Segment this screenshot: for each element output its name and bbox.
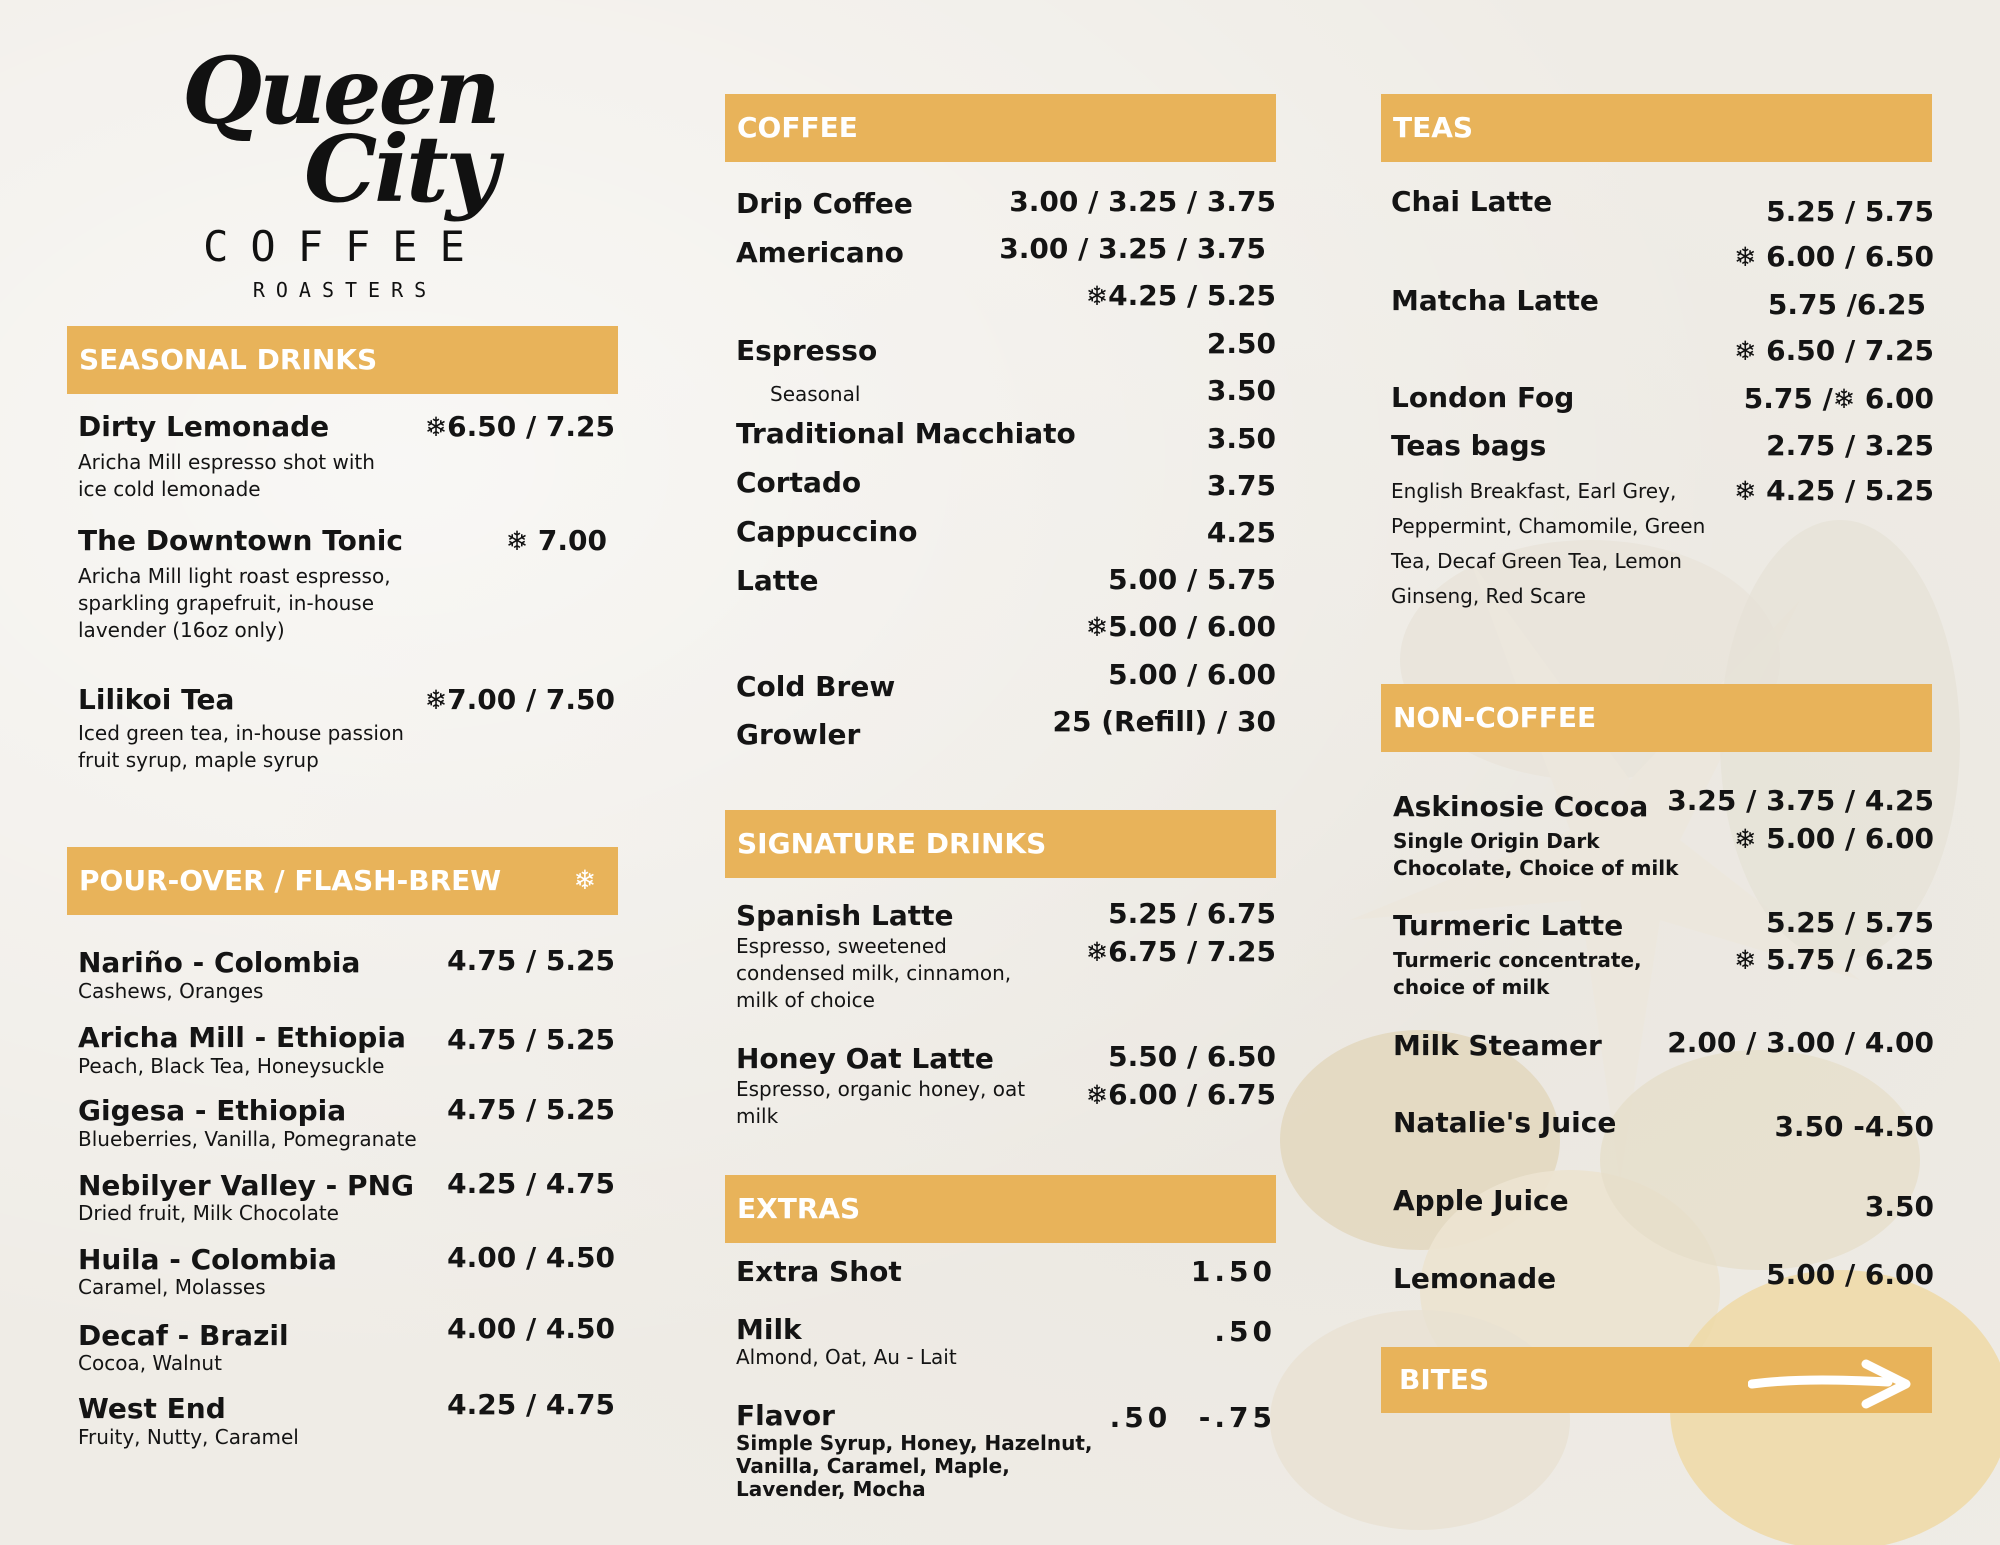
item-name: Natalie's Juice bbox=[1393, 1106, 1617, 1139]
price-value: 6.50 / 7.25 bbox=[447, 410, 615, 443]
item-price: 5.25 / 5.75 bbox=[1766, 195, 1934, 228]
snowflake-icon: ❄ bbox=[505, 526, 529, 557]
item-price: 5.75 /6.25 bbox=[1767, 288, 1926, 321]
section-title: COFFEE bbox=[737, 111, 858, 144]
price-value: 4.25 / 5.25 bbox=[1766, 474, 1934, 507]
item-price: 4.25 / 4.75 bbox=[447, 1388, 615, 1421]
item-price: 3.50 bbox=[1206, 422, 1276, 455]
item-name: Turmeric Latte bbox=[1393, 909, 1624, 942]
item-name: The Downtown Tonic bbox=[78, 524, 403, 557]
item-name: Matcha Latte bbox=[1391, 284, 1599, 317]
item-name: Cold Brew bbox=[736, 670, 896, 703]
item-notes: Dried fruit, Milk Chocolate bbox=[78, 1201, 339, 1225]
price-value: 5.75 / 6.25 bbox=[1766, 943, 1934, 976]
item-name: Cappuccino bbox=[736, 515, 918, 548]
item-description: Simple Syrup, Honey, Hazelnut, Vanilla, Caramel, Maple, Lavender, Mocha bbox=[736, 1431, 1093, 1501]
item-price: 4.75 / 5.25 bbox=[447, 1023, 615, 1056]
item-notes: Cashews, Oranges bbox=[78, 979, 264, 1003]
item-name: Drip Coffee bbox=[736, 187, 913, 220]
section-header-signature bbox=[725, 810, 1276, 878]
item-price: 1.50 bbox=[1190, 1255, 1276, 1288]
item-price bbox=[425, 410, 615, 443]
item-notes: Cocoa, Walnut bbox=[78, 1351, 222, 1375]
brand-roasters: ROASTERS bbox=[252, 278, 438, 302]
item-name: Honey Oat Latte bbox=[736, 1042, 994, 1075]
section-header-extras bbox=[725, 1175, 1276, 1243]
item-price: 5.00 / 6.00 bbox=[1766, 1258, 1934, 1291]
item-description: Espresso, organic honey, oat milk bbox=[736, 1077, 1026, 1128]
item-description: Aricha Mill light roast espresso, sparkling grapefruit, in-house lavender (16oz only) bbox=[78, 564, 391, 642]
brand-line1: Queen bbox=[182, 37, 498, 145]
item-price-iced bbox=[1086, 610, 1276, 643]
item-description: Iced green tea, in-house passion fruit syrup, maple syrup bbox=[78, 721, 404, 772]
item-name: Flavor bbox=[736, 1399, 835, 1432]
item-description: Aricha Mill espresso shot with ice cold lemonade bbox=[78, 450, 375, 501]
item-price: 5.00 / 6.00 bbox=[1108, 658, 1276, 691]
item-name: London Fog bbox=[1391, 381, 1575, 414]
item-name: Americano bbox=[736, 236, 904, 269]
price-value: 6.75 / 7.25 bbox=[1108, 935, 1276, 968]
item-name: Milk Steamer bbox=[1393, 1029, 1602, 1062]
item-name: Apple Juice bbox=[1393, 1184, 1569, 1217]
item-name: Huila - Colombia bbox=[78, 1243, 337, 1276]
item-name: Spanish Latte bbox=[736, 899, 954, 932]
snowflake-icon: ❄ bbox=[1734, 336, 1757, 367]
item-name: Milk bbox=[736, 1313, 802, 1346]
item-price-iced bbox=[1734, 474, 1934, 507]
item-price: 2.00 / 3.00 / 4.00 bbox=[1667, 1026, 1934, 1059]
snowflake-icon: ❄ bbox=[1085, 1080, 1109, 1111]
item-price: 3.50 bbox=[1864, 1190, 1934, 1223]
item-price: 2.50 bbox=[1206, 327, 1276, 360]
item-price: 25 (Refill) / 30 bbox=[1052, 705, 1276, 738]
item-name: Nariño - Colombia bbox=[78, 946, 361, 979]
item-price: .50 bbox=[1214, 1315, 1276, 1348]
section-title: BITES bbox=[1399, 1363, 1490, 1396]
brand-logo bbox=[170, 37, 510, 223]
snowflake-icon: ❄ bbox=[573, 865, 596, 896]
item-description: Single Origin Dark Chocolate, Choice of milk bbox=[1393, 829, 1679, 880]
item-name: Lemonade bbox=[1393, 1262, 1557, 1295]
price-value: 6.50 / 7.25 bbox=[1766, 334, 1934, 367]
section-header-seasonal bbox=[67, 326, 618, 394]
price-value: 6.00 bbox=[1864, 382, 1934, 415]
item-price bbox=[506, 524, 607, 557]
price-value: 5.00 / 6.00 bbox=[1766, 822, 1934, 855]
item-price: 4.00 / 4.50 bbox=[447, 1312, 615, 1345]
item-price: 3.25 / 3.75 / 4.25 bbox=[1667, 784, 1934, 817]
item-name: Nebilyer Valley - PNG bbox=[78, 1169, 414, 1202]
item-price: 3.75 bbox=[1206, 469, 1276, 502]
item-name: Gigesa - Ethiopia bbox=[78, 1094, 347, 1127]
item-price: 3.00 / 3.25 / 3.75 bbox=[999, 232, 1266, 265]
section-header-coffee bbox=[725, 94, 1276, 162]
section-header-pourover bbox=[67, 847, 618, 915]
arrow-right-icon bbox=[1748, 1358, 1918, 1410]
section-title: SIGNATURE DRINKS bbox=[737, 827, 1047, 860]
item-name: Extra Shot bbox=[736, 1255, 902, 1288]
item-price: 4.75 / 5.25 bbox=[447, 944, 615, 977]
section-title: EXTRAS bbox=[737, 1192, 861, 1225]
item-name: Traditional Macchiato bbox=[736, 417, 1076, 450]
item-notes: Caramel, Molasses bbox=[78, 1275, 266, 1299]
snowflake-icon: ❄ bbox=[1734, 945, 1757, 976]
item-price: 4.25 bbox=[1206, 516, 1276, 549]
item-option: Seasonal bbox=[770, 382, 861, 406]
item-price: 5.25 / 5.75 bbox=[1766, 906, 1934, 939]
price-value: 5.75 / bbox=[1743, 382, 1833, 415]
item-price: 4.25 / 4.75 bbox=[447, 1167, 615, 1200]
section-title: SEASONAL DRINKS bbox=[79, 343, 378, 376]
snowflake-icon: ❄ bbox=[1085, 937, 1109, 968]
item-price-iced bbox=[1734, 822, 1934, 855]
item-price: 5.00 / 5.75 bbox=[1108, 563, 1276, 596]
price-value: 6.00 / 6.50 bbox=[1766, 240, 1934, 273]
item-name: Latte bbox=[736, 564, 819, 597]
item-description: Turmeric concentrate, choice of milk bbox=[1393, 948, 1642, 999]
price-value: 7.00 / 7.50 bbox=[447, 683, 615, 716]
item-name: Dirty Lemonade bbox=[78, 410, 330, 443]
item-price: 4.75 / 5.25 bbox=[447, 1093, 615, 1126]
item-notes: Fruity, Nutty, Caramel bbox=[78, 1425, 299, 1449]
item-price: 2.75 / 3.25 bbox=[1766, 429, 1934, 462]
item-price: .50 -.75 bbox=[1109, 1401, 1276, 1434]
item-price-iced bbox=[1086, 1078, 1276, 1111]
item-name: Cortado bbox=[736, 466, 862, 499]
price-value: 7.00 bbox=[537, 524, 607, 557]
section-title: NON-COFFEE bbox=[1393, 701, 1597, 734]
item-name: Espresso bbox=[736, 334, 878, 367]
item-description: Almond, Oat, Au - Lait bbox=[736, 1345, 957, 1369]
price-value: 5.00 / 6.00 bbox=[1108, 610, 1276, 643]
brand-coffee: COFFEE bbox=[203, 222, 487, 271]
item-price bbox=[425, 683, 615, 716]
item-price-iced bbox=[1086, 279, 1276, 312]
section-title: TEAS bbox=[1393, 111, 1474, 144]
brand-line2: City bbox=[303, 115, 497, 223]
item-price: 3.00 / 3.25 / 3.75 bbox=[1009, 185, 1276, 218]
item-description: English Breakfast, Earl Grey, Peppermint, Chamomile, Green Tea, Decaf Green Tea, Lemon Ginseng, Red Scare bbox=[1391, 479, 1706, 608]
snowflake-icon: ❄ bbox=[1832, 384, 1856, 415]
section-header-teas bbox=[1381, 94, 1932, 162]
item-price: 3.50 -4.50 bbox=[1774, 1110, 1934, 1143]
snowflake-icon: ❄ bbox=[1085, 612, 1109, 643]
price-value: 6.00 / 6.75 bbox=[1108, 1078, 1276, 1111]
snowflake-icon: ❄ bbox=[1734, 824, 1757, 855]
snowflake-icon: ❄ bbox=[1085, 281, 1109, 312]
item-name: Aricha Mill - Ethiopia bbox=[78, 1021, 406, 1054]
item-name: Askinosie Cocoa bbox=[1393, 790, 1649, 823]
item-name: Growler bbox=[736, 718, 861, 751]
price-value: 4.25 / 5.25 bbox=[1108, 279, 1276, 312]
item-name: Lilikoi Tea bbox=[78, 683, 235, 716]
item-name: Decaf - Brazil bbox=[78, 1319, 289, 1352]
item-notes: Peach, Black Tea, Honeysuckle bbox=[78, 1054, 385, 1078]
item-price: 4.00 / 4.50 bbox=[447, 1241, 615, 1274]
item-price: 3.50 bbox=[1206, 374, 1276, 407]
snowflake-icon: ❄ bbox=[424, 412, 448, 443]
item-name: West End bbox=[78, 1392, 226, 1425]
item-price: 5.25 / 6.75 bbox=[1108, 897, 1276, 930]
item-name: Chai Latte bbox=[1391, 185, 1553, 218]
item-description: Espresso, sweetened condensed milk, cinnamon, milk of choice bbox=[736, 934, 1012, 1012]
item-price-iced bbox=[1734, 943, 1934, 976]
item-price: 5.50 / 6.50 bbox=[1108, 1040, 1276, 1073]
item-price-iced bbox=[1734, 334, 1934, 367]
item-price-iced bbox=[1086, 935, 1276, 968]
item-notes: Blueberries, Vanilla, Pomegranate bbox=[78, 1127, 417, 1151]
section-header-noncoffee bbox=[1381, 684, 1932, 752]
item-price-iced bbox=[1734, 240, 1934, 273]
section-title: POUR-OVER / FLASH-BREW bbox=[79, 864, 502, 897]
item-name: Teas bags bbox=[1391, 429, 1547, 462]
snowflake-icon: ❄ bbox=[424, 685, 448, 716]
snowflake-icon: ❄ bbox=[1734, 242, 1757, 273]
item-price bbox=[1744, 382, 1934, 415]
snowflake-icon: ❄ bbox=[1734, 476, 1757, 507]
